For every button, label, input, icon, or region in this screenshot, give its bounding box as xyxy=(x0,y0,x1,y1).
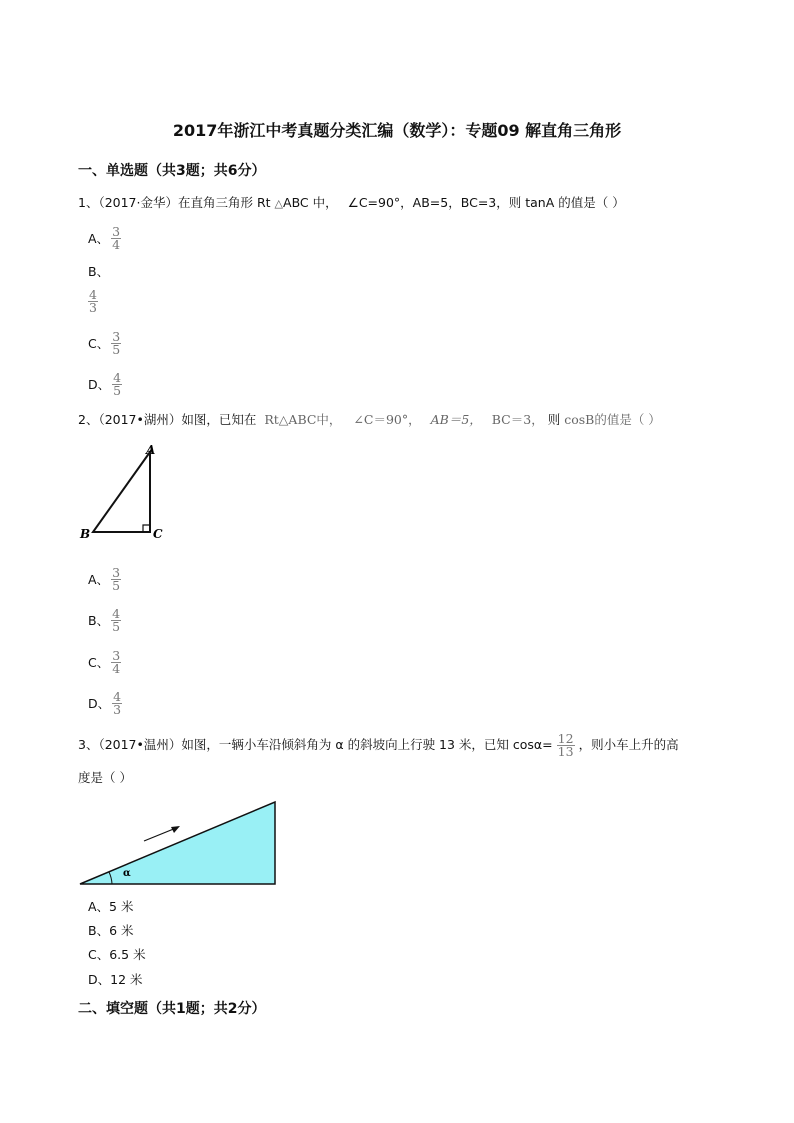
q2-cos: cosB的值是（ ） xyxy=(564,412,661,427)
fraction: $\frac{3}{5}$ xyxy=(112,565,121,593)
direction-arrow-line xyxy=(144,828,176,841)
vertex-label-c: C xyxy=(153,527,163,541)
question-1-stem xyxy=(78,193,625,214)
vertex-label-a: A xyxy=(146,443,156,457)
q3-option-a[interactable]: A、5 米 xyxy=(88,899,134,914)
triangle-symbol: △ xyxy=(274,197,284,210)
q1-option-a[interactable] xyxy=(88,226,121,251)
q1-option-b-fraction xyxy=(86,289,98,314)
q1-option-d[interactable] xyxy=(88,372,122,397)
option-label: B、 xyxy=(88,612,110,628)
q2-option-c[interactable] xyxy=(88,650,121,675)
q2-tail: 则 xyxy=(547,412,561,427)
question-2-stem xyxy=(78,410,661,430)
page-title: 2017年浙江中考真题分类汇编（数学）：专题09 解直角三角形 xyxy=(172,121,622,140)
q3-fraction: $\frac{12}{13}$ xyxy=(557,731,574,759)
fraction: $\frac{3}{5}$ xyxy=(112,329,121,357)
option-label: B、 xyxy=(88,263,110,279)
q1-mid: ABC 中， xyxy=(283,195,338,210)
q3-slope-figure xyxy=(78,798,278,888)
q3-option-b[interactable]: B、6 米 xyxy=(88,923,134,938)
option-label: D、 xyxy=(88,376,111,392)
q2-triangle-figure xyxy=(78,440,178,545)
fraction: $\frac{3}{4}$ xyxy=(112,224,121,252)
angle-symbol: ∠ xyxy=(347,195,359,210)
question-3-stem-line2: 度是（ ） xyxy=(78,770,132,785)
q3-line1: 3、（2017•温州）如图，一辆小车沿倾斜角为 α 的斜坡向上行驶 13 米，已知 cosα= xyxy=(78,737,553,752)
q2-ab: AB＝5， xyxy=(430,412,482,427)
fraction: $\frac{4}{3}$ xyxy=(113,689,122,717)
q2-rt: Rt△ABC中， xyxy=(264,412,342,427)
q2-option-b[interactable] xyxy=(88,608,121,633)
q3-option-c[interactable]: C、6.5 米 xyxy=(88,947,146,962)
alpha-label: α xyxy=(123,868,131,879)
q3-line1-tail: ，则小车上升的高 xyxy=(578,737,679,752)
q2-prefix: 2、（2017•湖州）如图，已知在 xyxy=(78,412,257,427)
q1-option-c[interactable] xyxy=(88,331,121,356)
fraction: $\frac{4}{5}$ xyxy=(112,606,121,634)
right-angle-marker xyxy=(143,525,150,532)
fraction: $\frac{3}{4}$ xyxy=(112,648,121,676)
q1-condition: C=90°，AB=5，BC=3，则 tanA 的值是（ ） xyxy=(358,195,625,210)
option-label: C、 xyxy=(88,335,110,351)
option-label: D、 xyxy=(88,695,111,711)
vertex-label-b: B xyxy=(80,527,91,541)
triangle-shape xyxy=(93,452,150,532)
section-heading-fill-blank: 二、填空题（共1题；共2分） xyxy=(78,1001,266,1017)
slope-shape xyxy=(80,802,275,884)
fraction: $\frac{4}{5}$ xyxy=(113,370,122,398)
q1-prefix: 1、（2017·金华）在直角三角形 Rt xyxy=(78,195,271,210)
q1-option-b[interactable] xyxy=(88,262,109,281)
direction-arrow-head xyxy=(171,826,180,833)
q2-angle: ∠C＝90°， xyxy=(353,412,421,427)
section-heading-single-choice: 一、单选题（共3题；共6分） xyxy=(78,163,266,179)
fraction: $\frac{4}{3}$ xyxy=(89,287,97,315)
option-label: C、 xyxy=(88,654,110,670)
option-label: A、 xyxy=(88,230,110,246)
q2-option-a[interactable] xyxy=(88,567,121,592)
q2-bc: BC＝3， xyxy=(491,412,544,427)
option-label: A、 xyxy=(88,571,110,587)
question-3-stem xyxy=(78,733,679,758)
q3-option-d[interactable]: D、12 米 xyxy=(88,972,143,987)
q2-option-d[interactable] xyxy=(88,691,122,716)
